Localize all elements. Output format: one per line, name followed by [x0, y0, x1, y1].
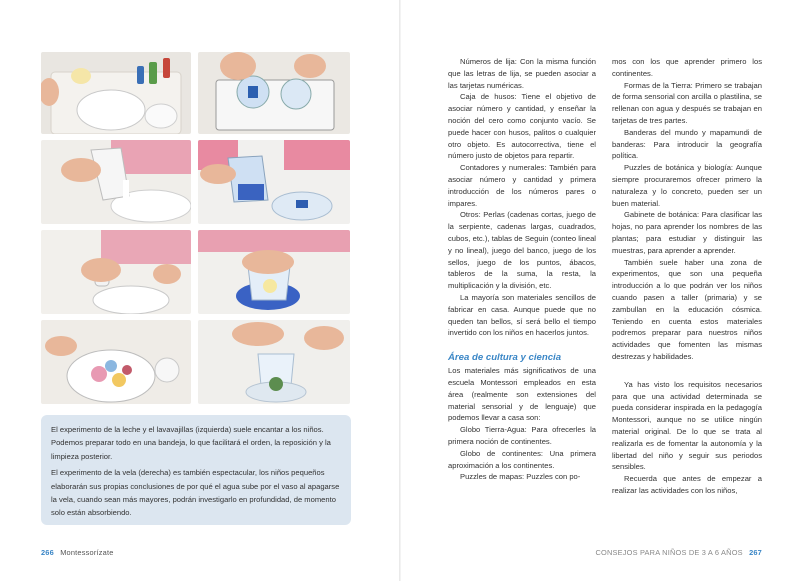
text-column-right	[612, 56, 762, 497]
paragraph-continentes-cont: mos con los que aprender primero los continentes.	[612, 57, 762, 78]
paragraph-puzzles-mapas: Puzzles de mapas: Puzzles con po-	[460, 472, 581, 482]
caption-paragraph-milk: El experimento de la leche y el lavavajillas (izquierda) suele encantar a los niños. Podemos preparar todo en una bandeja, lo que facilitará el orden, la reposición y la limpieza posterior.	[51, 425, 331, 461]
photo-cover-candle	[198, 230, 350, 314]
photo-caption-box	[41, 415, 351, 525]
paragraph-caja-husos: Caja de husos: Tiene el objetivo de asociar número y cantidad, y enseñar la noción del cero como conjunto vacío. Se puede hacer con husos, palitos o cualquier otro objeto. Es autocorrectiva, tiene el número justo de objetos para repartir.	[448, 92, 596, 161]
paragraph-zona-experimentos: También suele haber una zona de experimentos, que son una pequeña introducción a lo que podrán ver los niños cuando pasen a taller (primaria) y se zambullan en la educación cósmica. Teniendo en cuenta estos materiales podremos preparar para nuestros niños actividades que fomenten las mismas destrezas y habilidades.	[612, 257, 762, 361]
caption-paragraph-candle: El experimento de la vela (derecha) es también espectacular, los niños pequeños elaborarán sus propias conclusiones de por qué el agua sube por el vaso al apagarse la vela, cuando sean más mayores, podrán investigarlo en profundidad, de momento solo están absorbiendo.	[51, 468, 340, 518]
paragraph-formas-tierra: Formas de la Tierra: Primero se trabajan de forma sensorial con arcilla o plastilina, se rellenan con agua y después se trabajan en tarjetas de tres partes.	[612, 80, 762, 125]
text-column-left	[448, 56, 596, 483]
chapter-title: CONSEJOS PARA NIÑOS DE 3 A 6 AÑOS	[595, 548, 743, 557]
paragraph-gabinete-botanica: Gabinete de botánica: Para clasificar las hojas, no para aprender los nombres de las plantas; para estudiar y distinguir las muestras, para aprender a aprender.	[612, 210, 762, 255]
page-gutter	[399, 0, 401, 581]
photo-add-dish-soap	[41, 230, 191, 314]
footer-right	[595, 548, 762, 557]
photo-candle-tray	[198, 52, 350, 134]
paragraph-materiales-sencillos: La mayoría son materiales sencillos de fabricar en casa. Aunque puede que no queden tan bellos, sí será bello el tiempo invertido con los niños en hacerlos juntos.	[448, 292, 596, 338]
paragraph-recuerda: Recuerda que antes de empezar a realizar las actividades con los niños,	[612, 474, 762, 495]
footer-left	[41, 548, 114, 557]
photo-pour-water	[198, 140, 350, 224]
paragraph-globo-tierra-agua: Globo Tierra-Agua: Para ofrecerles la primera noción de continentes.	[448, 425, 596, 446]
paragraph-banderas: Banderas del mundo y mapamundi de banderas: Para introducir la geografía política.	[612, 127, 762, 161]
paragraph-puzzles-botanica: Puzzles de botánica y biología: Aunque siempre procuraremos ofrecer primero la naturaleza y lo concreto, pueden ser un buen material.	[612, 163, 762, 208]
photo-milk-colors	[41, 320, 191, 404]
paragraph-numeros-lija: Números de lija: Con la misma función que las letras de lija, se pueden asociar a las tarjetas numéricas.	[448, 57, 596, 90]
paragraph-materiales-significativos: Los materiales más significativos de una escuela Montessori empleados en esta área (realmente son extensiones del material sensorial y de lenguaje) que podemos llevar a casa son:	[448, 366, 596, 423]
paragraph-requisitos: Ya has visto los requisitos necesarios para que una actividad determinada se pueda considerar inspirada en la pedagogía Montessori, aunque no se utilice ningún material original. De lo que se trata al realizarla es de fomentar la autonomía y la libertad del niño y seguir sus periodos sensibles.	[612, 379, 762, 472]
paragraph-otros: Otros: Perlas (cadenas cortas, juego de la serpiente, cadenas largas, cuadrados, cubos, etc.), tablas de Seguin (conteo lineal y no lineal), juego del banco, juego de los sellos, juego de los puntos, ábacos, tableros de la suma, la resta, la multiplicación y la división, etc.	[448, 210, 596, 291]
section-heading-cultura-ciencia: Área de cultura y ciencia	[448, 352, 562, 364]
photo-pour-milk	[41, 140, 191, 224]
page-number-right: 267	[749, 548, 762, 557]
page-number-left: 266	[41, 548, 54, 557]
photo-candle-out	[198, 320, 350, 404]
book-title: Montessorízate	[60, 548, 114, 557]
paragraph-globo-continentes: Globo de continentes: Una primera aproximación a los continentes.	[448, 448, 596, 470]
photo-milk-tray	[41, 52, 191, 134]
paragraph-contadores: Contadores y numerales: También para asociar número y cantidad y primera introducción de los números pares o impares.	[448, 163, 596, 208]
